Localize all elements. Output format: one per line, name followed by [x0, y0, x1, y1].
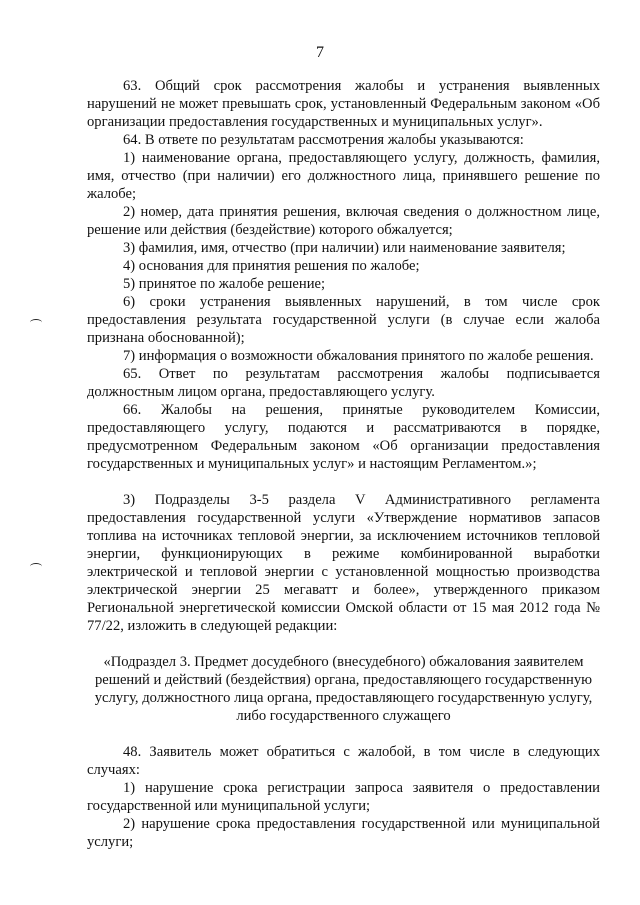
subsection-heading: «Подраздел 3. Предмет досудебного (внесудебного) обжалования заявителем решений и действий (бездействия) органа, предоставляющего государственную услугу, должностного лица органа, предоставляющего государственную услугу, либо государственного служащего	[94, 654, 593, 724]
paragraph-63: 63. Общий срок рассмотрения жалобы и устранения выявленных нарушений не может превышать срок, установленный Федеральным законом «Об организации предоставления государственных и муниципальных услуг».	[87, 78, 600, 130]
margin-mark	[30, 319, 42, 326]
list-item-2: 2) номер, дата принятия решения, включая сведения о должностном лице, решение или действия (бездействие) которого обжалуется;	[87, 204, 600, 238]
list-item-4: 4) основания для принятия решения по жалобе;	[123, 258, 420, 274]
paragraph-65: 65. Ответ по результатам рассмотрения жалобы подписывается должностным лицом органа, предоставляющего услугу.	[87, 366, 600, 400]
spacer	[87, 635, 600, 653]
paragraph-48: 48. Заявитель может обратиться с жалобой, в том числе в следующих случаях:	[87, 744, 600, 778]
list-item-3: 3) фамилия, имя, отчество (при наличии) или наименование заявителя;	[123, 240, 566, 256]
list-item-7: 7) информация о возможности обжалования принятого по жалобе решения.	[123, 348, 594, 364]
paragraph-64: 64. В ответе по результатам рассмотрения жалобы указываются:	[123, 132, 524, 148]
case-item-1: 1) нарушение срока регистрации запроса заявителя о предоставлении государственной или муниципальной услуги;	[87, 780, 600, 814]
list-item-6: 6) сроки устранения выявленных нарушений, в том числе срок предоставления результата государственной услуги (в случае если жалоба признана обоснованной);	[87, 294, 600, 346]
list-item-5: 5) принятое по жалобе решение;	[123, 276, 326, 292]
list-item-1: 1) наименование органа, предоставляющего услугу, должность, фамилия, имя, отчество (при наличии) его должностного лица, принявшего решение по жалобе;	[87, 150, 600, 202]
case-item-2: 2) нарушение срока предоставления государственной или муниципальной услуги;	[87, 816, 600, 850]
paragraph-66: 66. Жалобы на решения, принятые руководителем Комиссии, предоставляющего услугу, подаются и рассматриваются в порядке, предусмотренном Федеральным законом «Об организации предоставления государственных и муниципальных услуг» и настоящим Регламентом.»;	[87, 402, 600, 472]
document-body	[87, 77, 600, 851]
page-number: 7	[316, 44, 324, 61]
amendment-item-3: 3) Подразделы 3-5 раздела V Административного регламента предоставления государственной услуги «Утверждение нормативов запасов топлива на источниках тепловой энергии, за исключением источников тепловой энергии, функционирующих в режиме комбинированной выработки электрической и тепловой энергии с установленной мощностью производства электрической энергии 25 мегаватт и более», утвержденного приказом Региональной энергетической комиссии Омской области от 15 мая 2012 года № 77/22, изложить в следующей редакции:	[87, 492, 600, 634]
margin-mark	[30, 563, 42, 570]
spacer	[87, 725, 600, 743]
spacer	[87, 473, 600, 491]
